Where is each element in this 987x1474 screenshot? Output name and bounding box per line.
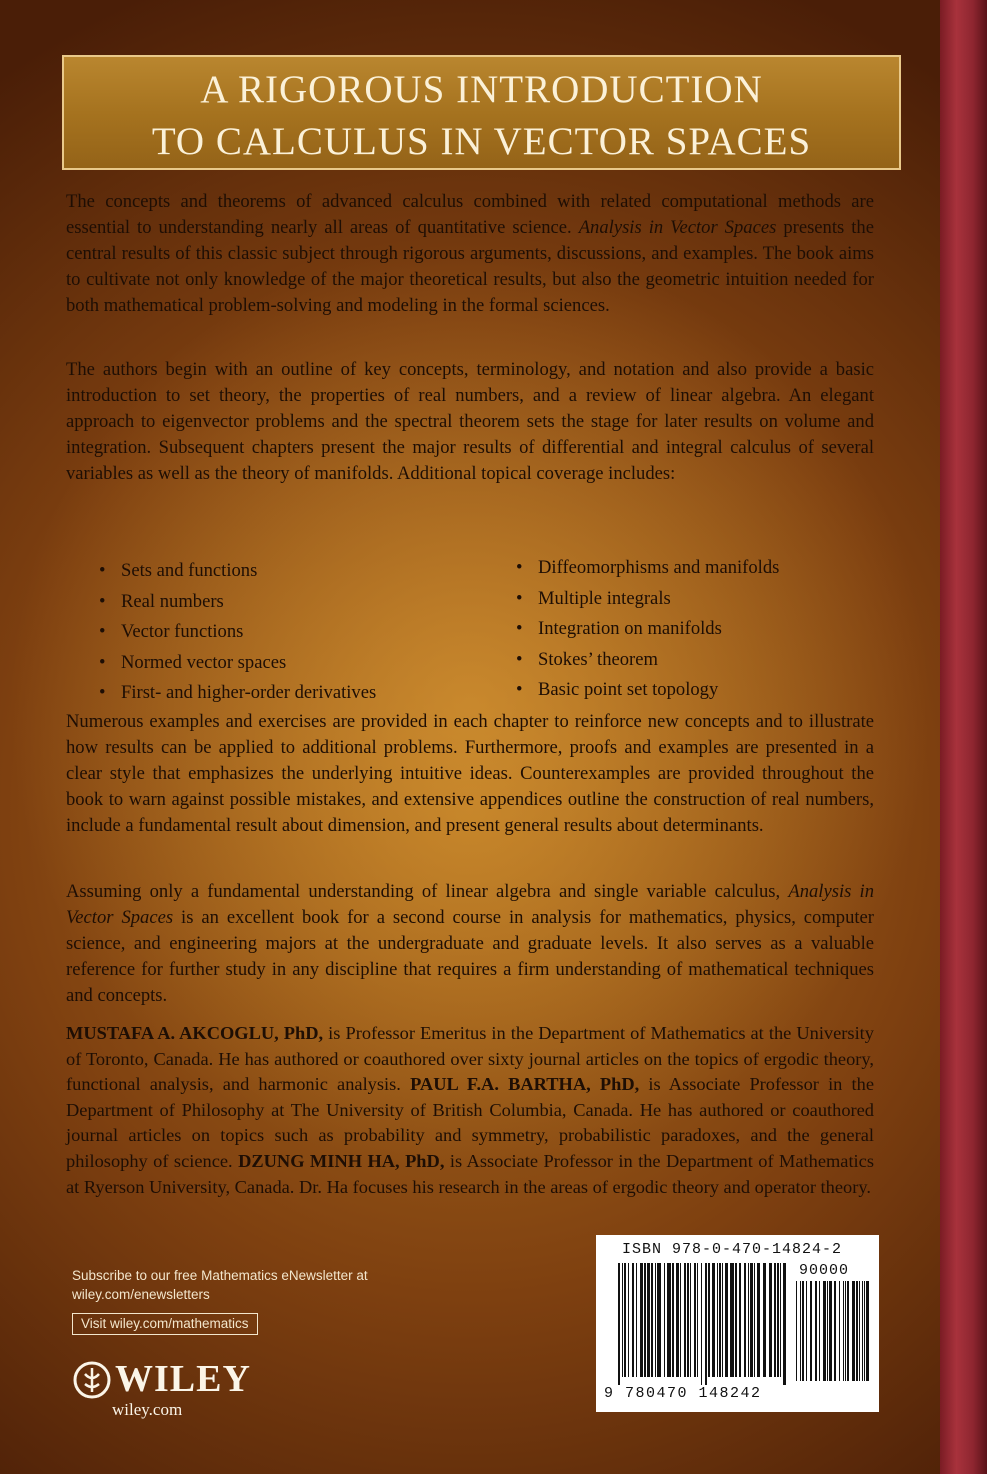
bullet-icon: •: [99, 682, 106, 703]
p1-text-b: presents the central results of this classic subject through rigorous arguments, discussions, and examples. The book aims to cultivate not only knowledge of the major theoretical results, but also the geometric intuition needed for both mathematical problem-solving and modeling in the formal sciences.: [66, 217, 874, 316]
p4-text-b: is an excellent book for a second course in analysis for mathematics, physics, computer science, and engineering majors at the undergraduate and graduate levels. It also serves as a valuable reference for further study in any discipline that requires a firm understanding of mathematical techniques and concepts.: [66, 907, 875, 1006]
author-3-bio: is Associate Professor in the Department of Mathematics at Ryerson University, Canada. Dr. Ha focuses his research in the areas of ergodic theory and operator theory.: [66, 1150, 874, 1197]
p4-text-a: Assuming only a fundamental understanding of linear algebra and single variable calculus,: [66, 881, 789, 902]
description-paragraph-4: [66, 879, 874, 1009]
author-2-bio: is Associate Professor in the Department of Philosophy at The University of British Columbia, Canada. He has authored or coauthored journal articles on topics such as probability and symmetry, probabilistic paradoxes, and the general philosophy of science.: [66, 1074, 875, 1171]
newsletter-promo: [72, 1266, 368, 1335]
topic-label: Multiple integrals: [538, 587, 671, 609]
bullet-icon: •: [99, 651, 106, 673]
title-line-2: TO CALCULUS IN VECTOR SPACES: [151, 120, 812, 163]
promo-line-1: Subscribe to our free Mathematics eNewsletter at: [72, 1268, 368, 1283]
book-spine: [940, 0, 987, 1474]
author-1-name: MUSTAFA A. AKCOGLU, PhD,: [66, 1023, 324, 1043]
isbn-text: ISBN 978-0-470-14824-2: [622, 1241, 843, 1258]
topics-list-right: [516, 553, 779, 706]
ean-digits: 9 780470 148242: [604, 1385, 762, 1402]
isbn-barcode: [596, 1235, 879, 1412]
topic-label: First- and higher-order derivatives: [121, 682, 377, 703]
topic-label: Integration on manifolds: [538, 618, 722, 639]
bullet-icon: •: [99, 560, 106, 581]
topic-item: [516, 675, 779, 706]
topic-item: [99, 587, 376, 618]
price-code: 90000: [799, 1262, 850, 1279]
bullet-icon: •: [516, 679, 523, 700]
visit-website-box[interactable]: Visit wiley.com/mathematics: [72, 1313, 258, 1335]
topic-item: [516, 584, 779, 615]
publisher-name: WILEY: [115, 1358, 251, 1400]
p1-text-a: The concepts and theorems of advanced calculus combined with related computational methods are essential to understanding nearly all areas of quantitative science.: [66, 191, 874, 238]
author-2-name: PAUL F.A. BARTHA, PhD,: [410, 1074, 640, 1095]
topic-label: Basic point set topology: [538, 679, 719, 700]
topic-label: Normed vector spaces: [121, 651, 287, 673]
promo-line-2[interactable]: wiley.com/enewsletters: [72, 1287, 210, 1302]
topic-label: Diffeomorphisms and manifolds: [538, 557, 780, 578]
topic-item: [99, 617, 376, 648]
topic-item: [516, 645, 779, 676]
wiley-emblem-icon: [72, 1360, 112, 1400]
topic-item: [99, 678, 376, 709]
publisher-url: wiley.com: [112, 1400, 183, 1419]
bullet-icon: •: [99, 621, 106, 642]
topic-label: Vector functions: [121, 621, 244, 642]
topic-label: Sets and functions: [121, 560, 258, 581]
bullet-icon: •: [516, 618, 523, 639]
description-paragraph-2: The authors begin with an outline of key concepts, terminology, and notation and also provide a basic introduction to set theory, the properties of real numbers, and a review of linear algebra. An elegant approach to eigenvector problems and the spectral theorem sets the stage for later results on volume and integration. Subsequent chapters present the major results of differential and integral calculus of several variables as well as the theory of manifolds. Additional topical coverage includes:: [66, 359, 874, 484]
bullet-icon: •: [516, 557, 523, 578]
author-bios: [66, 1021, 874, 1200]
title-banner: [62, 55, 901, 170]
topics-list-left: [99, 556, 376, 709]
publisher-logo: [72, 1356, 272, 1426]
topic-label: Stokes’ theorem: [538, 648, 658, 670]
topic-item: [99, 648, 376, 679]
bullet-icon: •: [516, 587, 523, 609]
bullet-icon: •: [516, 648, 523, 670]
topic-label: Real numbers: [121, 590, 224, 612]
title-line-1: A RIGOROUS INTRODUCTION: [200, 68, 763, 111]
author-3-name: DZUNG MINH HA, PhD,: [238, 1150, 445, 1171]
topic-item: [516, 553, 779, 584]
description-paragraph-1: [66, 189, 874, 319]
author-1-bio: is Professor Emeritus in the Department of Mathematics at the University of Toronto, Canada. He has authored or coauthored over sixty journal articles on the topics of ergodic theory, functional analysis, and harmonic analysis.: [66, 1023, 874, 1095]
topic-item: [516, 614, 779, 645]
p1-book-title: Analysis in Vector Spaces: [578, 217, 777, 238]
bullet-icon: •: [99, 590, 106, 612]
p4-book-title: Analysis in Vector Spaces: [66, 881, 875, 928]
description-paragraph-3: Numerous examples and exercises are provided in each chapter to reinforce new concepts and to illustrate how results can be applied to additional problems. Furthermore, proofs and examples are presented in a clear style that emphasizes the underlying intuitive ideas. Counterexamples are provided throughout the book to warn against possible mistakes, and extensive appendices outline the construction of real numbers, include a fundamental result about dimension, and present general results about determinants.: [66, 711, 874, 836]
topic-item: [99, 556, 376, 587]
